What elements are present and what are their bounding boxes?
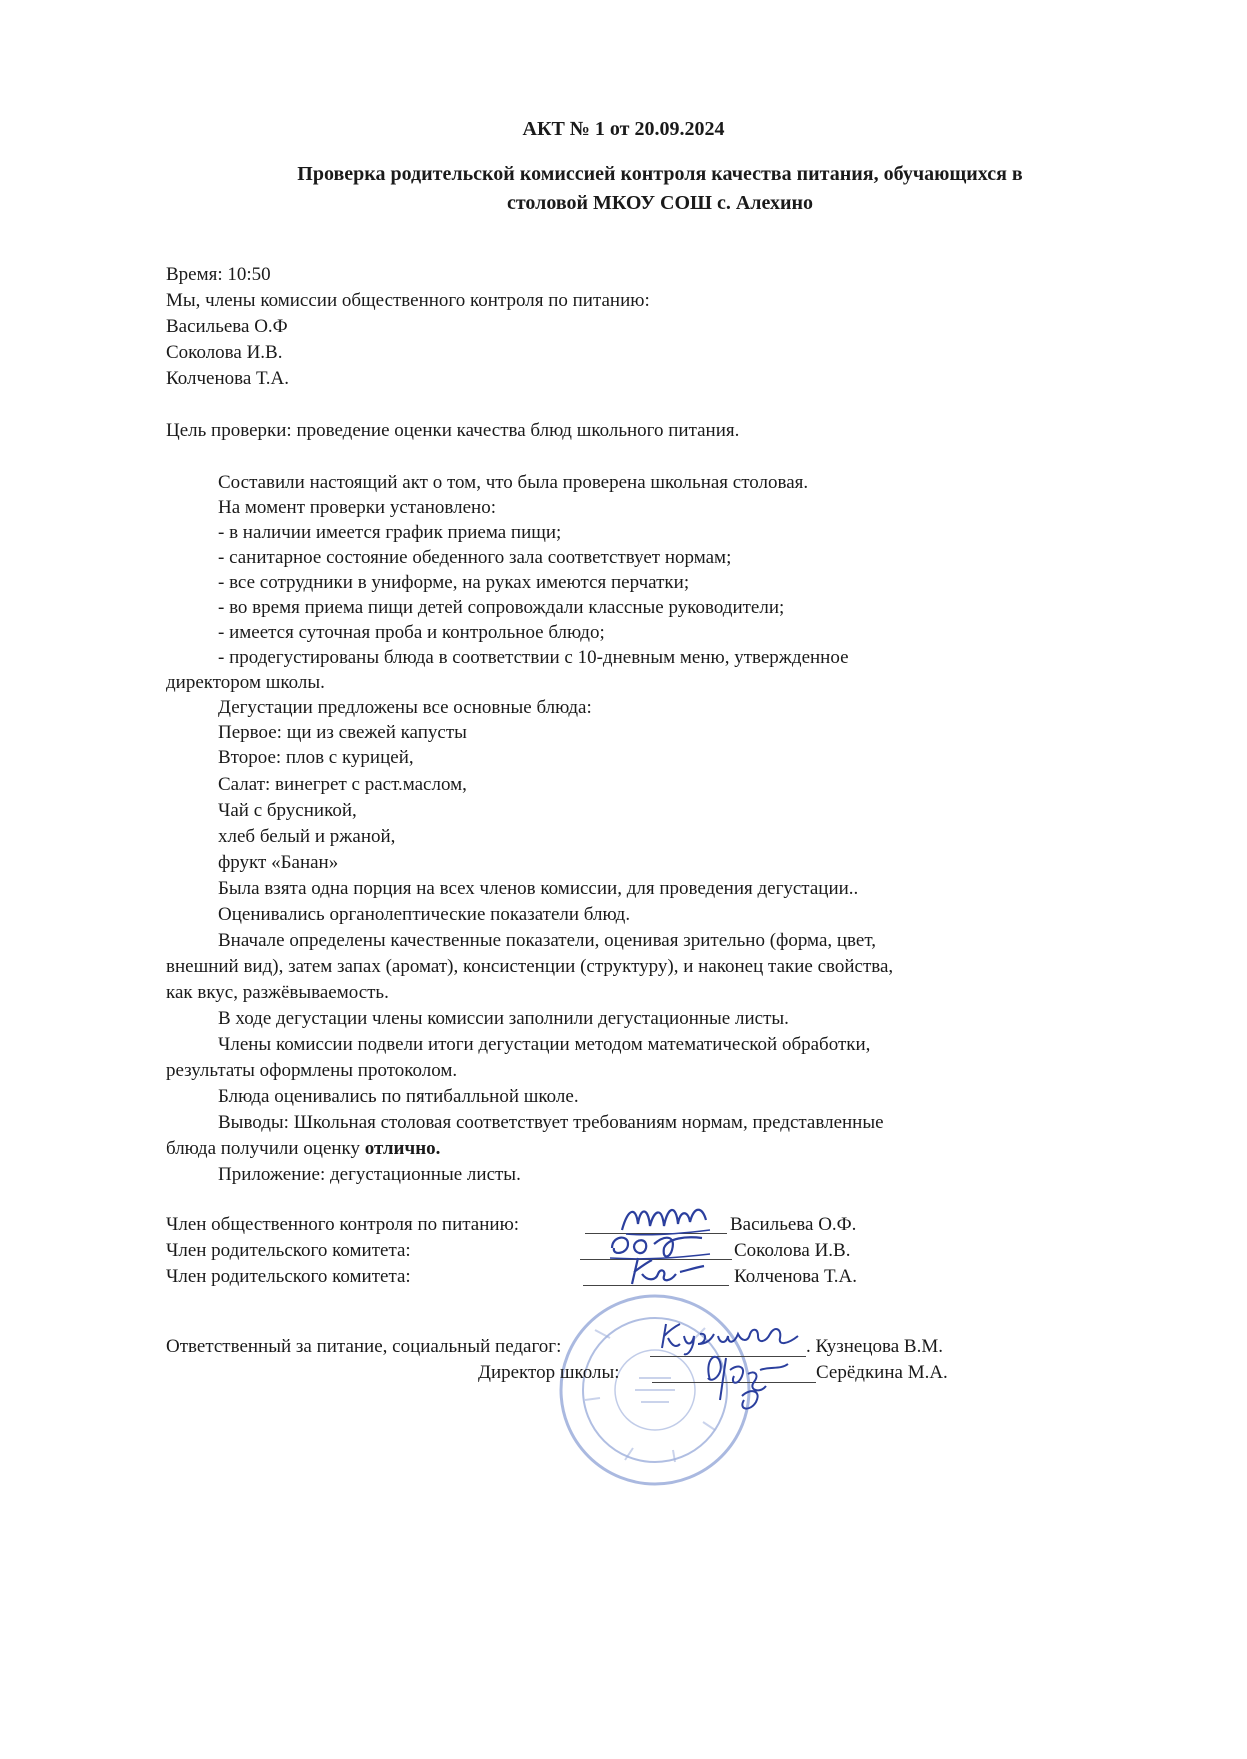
paragraph-3: Была взята одна порция на всех членов комиссии, для проведения дегустации.. [218, 878, 859, 899]
paragraph-5-line-1: Вначале определены качественные показатели, оценивая зрительно (форма, цвет, [218, 930, 876, 951]
finding-2: - санитарное состояние обеденного зала соответствует нормам; [218, 547, 732, 568]
menu-item-1: Первое: щи из свежей капусты [218, 722, 467, 743]
paragraph-5-line-3: как вкус, разжёвываемость. [166, 982, 389, 1003]
finding-4: - во время приема пищи детей сопровождали классные руководители; [218, 597, 785, 618]
act-title: АКТ № 1 от 20.09.2024 [522, 118, 725, 140]
menu-item-2: Второе: плов с курицей, [218, 747, 414, 768]
conclusion-grade: отлично. [364, 1138, 441, 1159]
director-name: Серёдкина М.А. [816, 1362, 948, 1383]
signature-role-2: Член родительского комитета: [166, 1240, 411, 1261]
paragraph-1: Составили настоящий акт о том, что была проверена школьная столовая. [218, 472, 809, 493]
menu-item-3: Салат: винегрет с раст.маслом, [218, 774, 467, 795]
member-2: Соколова И.В. [166, 342, 283, 363]
finding-3: - все сотрудники в униформе, на руках имеются перчатки; [218, 572, 690, 593]
paragraph-2: На момент проверки установлено: [218, 497, 497, 518]
menu-item-5: хлеб белый и ржаной, [218, 826, 396, 847]
paragraph-7-line-2: результаты оформлены протоколом. [166, 1060, 458, 1081]
paragraph-8: Блюда оценивались по пятибалльной школе. [218, 1086, 579, 1107]
paragraph-10: Приложение: дегустационные листы. [218, 1164, 521, 1185]
time-line: Время: 10:50 [166, 264, 271, 285]
signature-name-2: Соколова И.В. [734, 1240, 851, 1261]
signature-role-3: Член родительского комитета: [166, 1266, 411, 1287]
conclusion-text: блюда получили оценку [166, 1138, 365, 1159]
member-3: Колченова Т.А. [166, 368, 289, 389]
paragraph-6: В ходе дегустации члены комиссии заполнили дегустационные листы. [218, 1008, 789, 1029]
menu-intro: Дегустации предложены все основные блюда: [218, 697, 592, 718]
paragraph-5-line-2: внешний вид), затем запах (аромат), консистенции (структуру), и наконец такие свойства, [166, 956, 894, 977]
members-intro: Мы, члены комиссии общественного контроля по питанию: [166, 290, 650, 311]
director-role: Директор школы: [478, 1362, 620, 1383]
paragraph-9-line-1: Выводы: Школьная столовая соответствует требованиям нормам, представленные [218, 1112, 884, 1133]
finding-6-line-2: директором школы. [166, 672, 325, 693]
act-subtitle-line-2: столовой МКОУ СОШ с. Алехино [506, 192, 814, 214]
signature-name-3: Колченова Т.А. [734, 1266, 857, 1287]
responsible-role: Ответственный за питание, социальный педагог: [166, 1336, 562, 1357]
signature-3-icon [628, 1252, 708, 1288]
paragraph-7-line-1: Члены комиссии подвели итоги дегустации методом математической обработки, [218, 1034, 871, 1055]
paragraph-9-line-2 [166, 1136, 440, 1162]
finding-5: - имеется суточная проба и контрольное блюдо; [218, 622, 605, 643]
signature-name-1: Васильева О.Ф. [730, 1214, 857, 1235]
act-subtitle-line-1: Проверка родительской комиссией контроля качества питания, обучающихся в [297, 163, 1023, 185]
finding-1: - в наличии имеется график приема пищи; [218, 522, 562, 543]
signature-role-1: Член общественного контроля по питанию: [166, 1214, 520, 1235]
act-subtitle [200, 160, 1120, 218]
member-1: Васильева О.Ф [166, 316, 288, 337]
director-signature-icon [690, 1340, 790, 1420]
finding-6-line-1: - продегустированы блюда в соответствии с 10-дневным меню, утвержденное [218, 647, 849, 668]
menu-item-6: фрукт «Банан» [218, 852, 339, 873]
goal-line: Цель проверки: проведение оценки качества блюд школьного питания. [166, 420, 740, 441]
menu-item-4: Чай с брусникой, [218, 800, 357, 821]
responsible-name: . Кузнецова В.М. [806, 1336, 943, 1357]
paragraph-4: Оценивались органолептические показатели блюд. [218, 904, 631, 925]
